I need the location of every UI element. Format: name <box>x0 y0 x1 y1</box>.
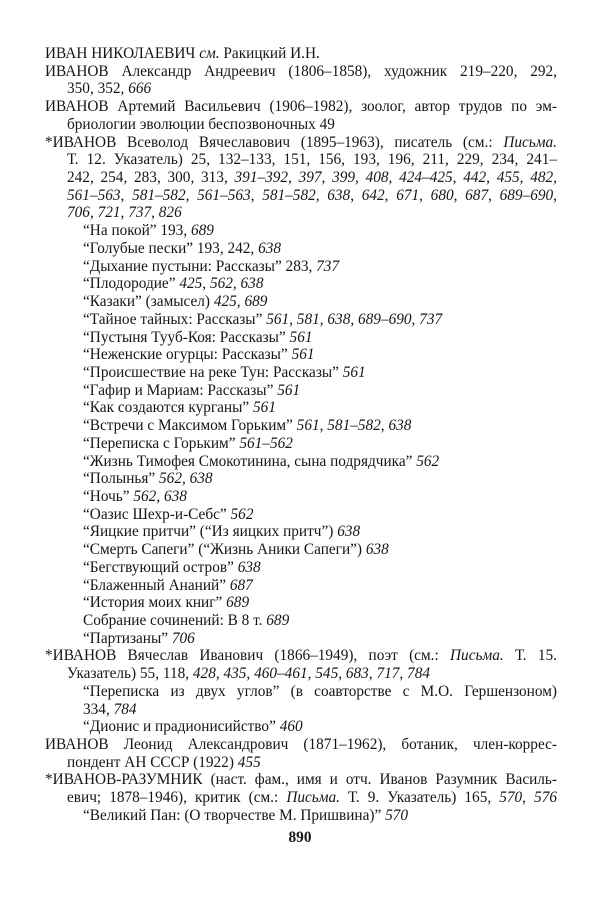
text-segment: евич; 1878–1946), критик (см.: <box>67 789 287 807</box>
index-entry-line <box>45 754 557 772</box>
index-work-line <box>45 612 557 630</box>
text-segment: “Великий Пан: (О творчестве М. Пришвина)” <box>83 806 386 824</box>
text-segment: *ИВАНОВ Всеволод Вячеславович (1895–1963), писатель (см.: <box>45 133 504 151</box>
text-segment: “Плодородие” <box>83 275 180 293</box>
text-segment: “Переписка с Горьким” <box>83 434 240 452</box>
italic-text-segment: 391–392, 397, 399, 408, 424–425, 442, 455, 482, <box>234 169 557 187</box>
index-work-line <box>45 399 557 417</box>
index-work-line <box>45 630 557 648</box>
index-entry-line <box>45 771 557 789</box>
index-entry-line <box>45 736 557 754</box>
italic-text-segment: 570 <box>385 806 409 824</box>
italic-text-segment: 561 <box>342 363 366 381</box>
italic-text-segment: 706, 721, 737, 826 <box>67 204 182 222</box>
index-entry-ivanov-artemiy-vasilievich <box>45 98 557 133</box>
italic-text-segment: 687 <box>229 576 253 594</box>
text-segment: “Дионис и прадионисийство” <box>83 718 280 736</box>
italic-text-segment: 425, 689 <box>213 293 268 311</box>
text-segment: Т. 15. <box>503 647 557 665</box>
italic-text-segment: Письма. <box>286 789 340 807</box>
index-work-line <box>45 364 557 382</box>
text-segment: Указатель) 55, 118, <box>67 665 193 683</box>
index-entry-line <box>45 151 557 169</box>
italic-text-segment: 562, 638 <box>133 487 187 505</box>
text-segment: “Оазис Шехр-и-Себс” <box>83 505 231 523</box>
index-work-line <box>45 258 557 276</box>
index-entry-ivan-nikolaevich <box>45 45 557 63</box>
text-segment: *ИВАНОВ-РАЗУМНИК (наст. фам., имя и отч. Иванов Разумник Василь- <box>45 771 557 789</box>
text-segment: 350, 352, <box>67 80 129 98</box>
italic-text-segment: Письма. <box>450 647 504 665</box>
index-entry-ivanov-vsevolod-vyacheslavovich <box>45 134 557 648</box>
index-work-line <box>45 293 557 311</box>
index-work-line <box>45 435 557 453</box>
text-segment: ИВАНОВ Леонид Александрович (1871–1962), ботаник, член-коррес- <box>45 736 557 754</box>
italic-text-segment: 562 <box>230 505 254 523</box>
italic-text-segment: 638 <box>258 239 282 257</box>
italic-text-segment: 638 <box>237 558 261 576</box>
index-work-line <box>45 577 557 595</box>
index-work-line <box>45 683 557 701</box>
italic-text-segment: 561 <box>253 399 276 417</box>
text-segment: “Голубые пески” 193, 242, <box>83 239 259 257</box>
text-segment: 242, 254, 283, 300, 313, <box>67 169 235 187</box>
index-work-line <box>45 594 557 612</box>
index-work-line <box>45 506 557 524</box>
italic-text-segment: 460 <box>279 718 303 736</box>
text-segment: ИВАН НИКОЛАЕВИЧ <box>45 45 200 62</box>
index-entry-line <box>45 647 557 665</box>
italic-text-segment: 425, 562, 638 <box>179 275 264 293</box>
index-entry-line <box>45 187 557 205</box>
index-entry-ivanov-razumnik <box>45 771 557 824</box>
italic-text-segment: 689 <box>190 222 214 240</box>
italic-text-segment: 784 <box>113 700 137 718</box>
italic-text-segment: 737 <box>316 257 340 275</box>
index-work-line <box>45 275 557 293</box>
index-work-line <box>45 240 557 258</box>
italic-text-segment: 561–562 <box>239 434 293 452</box>
page-number: 890 <box>288 829 312 846</box>
index-work-line <box>45 453 557 471</box>
index-work-line <box>45 470 557 488</box>
index-entry-ivanov-vyacheslav-ivanovich <box>45 647 557 736</box>
text-segment: *ИВАНОВ Вячеслав Иванович (1866–1949), поэт (см.: <box>45 647 450 665</box>
index-work-line <box>45 541 557 559</box>
text-segment: Т. 12. Указатель) 25, 132–133, 151, 156, 193, 196, 211, 229, 234, 241– <box>67 151 557 169</box>
italic-text-segment: 561–563, 581–582, 561–563, 581–582, 638, 642, 671, 680, 687, 689–690, <box>67 186 557 204</box>
italic-text-segment: Письма. <box>503 133 557 151</box>
index-entry-line <box>45 80 557 98</box>
index-entry-ivanov-aleksandr-andreevich <box>45 63 557 98</box>
text-segment: ИВАНОВ Александр Андреевич (1806–1858), художник 219–220, 292, <box>45 62 557 80</box>
index-work-line <box>45 417 557 435</box>
index-work-line <box>45 701 557 719</box>
index-entry-line <box>45 98 557 116</box>
text-segment: “На покой” 193, <box>83 222 191 240</box>
index-entry-line <box>45 789 557 807</box>
text-segment: “Тайное тайных: Рассказы” <box>83 310 267 328</box>
text-segment: Собрание сочинений: В 8 т. <box>83 612 267 629</box>
text-segment: Т. 9. Указатель) 165, <box>340 789 500 807</box>
text-segment: “Переписка из двух углов” (в соавторстве с М.О. Гершензоном) <box>83 682 557 700</box>
italic-text-segment: 706 <box>171 629 195 647</box>
index-work-line <box>45 382 557 400</box>
italic-text-segment: 638 <box>365 541 389 559</box>
index-work-line <box>45 346 557 364</box>
index-work-line <box>45 488 557 506</box>
index-entry-line <box>45 665 557 683</box>
italic-text-segment: см. <box>199 45 220 62</box>
text-segment: “Жизнь Тимофея Смокотинина, сына подрядчика” <box>83 452 417 470</box>
italic-text-segment: 666 <box>128 80 152 98</box>
index-entry-line <box>45 204 557 222</box>
text-segment: “Встречи с Максимом Горьким” <box>83 417 297 435</box>
text-segment: “История моих книг” <box>83 594 227 612</box>
text-segment: “Партизаны” <box>83 629 172 647</box>
text-segment: бриологии эволюции беспозвоночных 49 <box>67 115 335 133</box>
italic-text-segment: 428, 435, 460–461, 545, 683, 717, 784 <box>192 665 430 683</box>
index-work-line <box>45 807 557 825</box>
index-work-line <box>45 523 557 541</box>
text-segment: “Как создаются курганы” <box>83 399 254 417</box>
italic-text-segment: 561, 581–582, 638 <box>296 417 412 435</box>
text-segment: пондент АН СССР (1922) <box>67 753 238 771</box>
index-entry-ivanov-leonid-aleksandrovich <box>45 736 557 771</box>
italic-text-segment: 570, 576 <box>499 789 557 807</box>
italic-text-segment: 689 <box>266 612 290 629</box>
index-entry-line <box>45 169 557 187</box>
text-segment: “Дыхание пустыни: Рассказы” 283, <box>83 257 317 275</box>
index-entry-line <box>45 134 557 152</box>
text-segment: Ракицкий И.Н. <box>219 45 320 62</box>
italic-text-segment: 455 <box>237 753 261 771</box>
text-segment: “Казаки” (замысел) <box>83 293 214 311</box>
index-work-line <box>45 329 557 347</box>
text-segment: “Неженские огурцы: Рассказы” <box>83 346 292 364</box>
index-work-line <box>45 311 557 329</box>
index-work-line <box>45 559 557 577</box>
italic-text-segment: 562, 638 <box>159 470 213 488</box>
text-segment: ИВАНОВ Артемий Васильевич (1906–1982), зоолог, автор трудов по эм- <box>45 98 557 116</box>
text-segment: “Полынья” <box>83 470 160 488</box>
index-text-block <box>45 45 557 825</box>
italic-text-segment: 562 <box>416 452 440 470</box>
italic-text-segment: 638 <box>337 523 361 541</box>
text-segment: “Гафир и Мариам: Рассказы” <box>83 381 278 399</box>
index-work-line <box>45 718 557 736</box>
text-segment: “Ночь” <box>83 487 134 505</box>
text-segment: “Пустыня Тууб-Коя: Рассказы” <box>83 328 290 346</box>
text-segment: “Яицкие притчи” (“Из яицких притч”) <box>83 523 338 541</box>
index-work-line <box>45 222 557 240</box>
index-entry-line <box>45 63 557 81</box>
text-segment: “Происшествие на реке Тун: Рассказы” <box>83 363 343 381</box>
index-entry-line <box>45 45 557 63</box>
text-segment: “Смерть Сапеги” (“Жизнь Аники Сапеги”) <box>83 541 366 559</box>
text-segment: “Бегствующий остров” <box>83 558 238 576</box>
italic-text-segment: 561, 581, 638, 689–690, 737 <box>266 310 443 328</box>
text-segment: 334, <box>83 700 114 718</box>
italic-text-segment: 561 <box>277 381 301 399</box>
index-entry-line <box>45 116 557 134</box>
italic-text-segment: 689 <box>226 594 250 612</box>
italic-text-segment: 561 <box>289 328 313 346</box>
italic-text-segment: 561 <box>291 346 315 364</box>
text-segment: “Блаженный Ананий” <box>83 576 230 594</box>
